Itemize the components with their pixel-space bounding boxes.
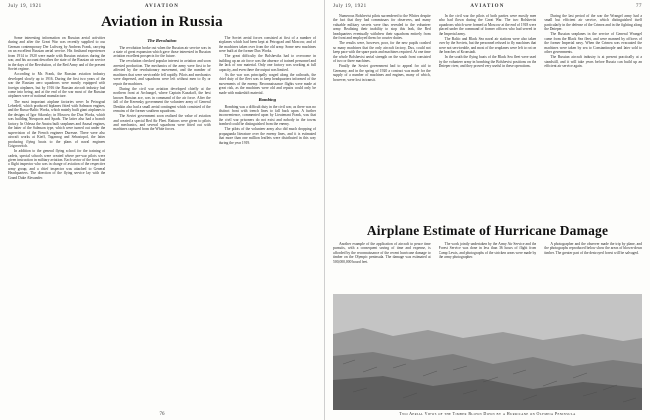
paragraph: The pilots of the volunteer army also did much dropping of propaganda literature over the enemy lines, and it is estimated that more than one million leaflets were distributed in this way during the year 1919. [218,127,316,145]
left-date: July 19, 1921 [8,4,42,9]
right-date: July 19, 1921 [333,4,367,9]
right-running-title: AVIATION [470,4,505,9]
paragraph: A photographer and the observer made the trip by plane, and the photographs reproduced below show the areas of blown-down timber. The greater part of the destroyed forest will be salvaged. [544,242,643,255]
article-headline-hurricane: Airplane Estimate of Hurricane Damage [366,223,609,238]
paragraph: Some interesting information on Russian aerial activities during and after the Great War was recently supplied to our German contemporary Der Luftweg by Andreas Frank, carrying on an excellent Russian aerial service. His firsthand experiences from 1914 to 1920 were made with Russian aviators during the war, and his account describes the state of the Russian air service in the days of the Revolution, of the Red Army and of the present Soviet regime. [8,36,106,72]
paragraph: According to Mr. Frank, the Russian aviation industry developed slowly up to 1916. During the first two years of the war the Russian aero squadrons were mostly equipped with foreign airplanes, but by 1916 the Russian aircraft industry had come into being, and at the end of the war most of the Russian airplanes were of national manufacture. [8,72,106,99]
right-columns-bottom [333,242,642,290]
section-heading-revolution: The Revolution [147,38,177,43]
hurricane-column-1 [333,242,431,290]
left-column-3 [219,36,316,406]
photo-caption: Two Aerial Views of the Timber Blown Down by a Hurricane on Olympia Peninsula [399,411,576,416]
paragraph: In the south the flying boats of the Black Sea fleet were used by the volunteer army in bombing the Bolshevist positions on the Dnieper river, and they proved very useful in these operations. [438,55,537,69]
paragraph: Another example of the application of aircraft to peace time pursuits, with a consequent saving of time and expense, is afforded by the reconnaissance of the recent hurricane damage to timber on the Olympic peninsula. The damage was estimated at 500,000,000 board feet. [333,242,431,264]
aerial-photograph [333,294,642,410]
paragraph: The Baltic and Black Sea naval air stations were also taken over by the Soviets, but the personnel refused to fly machines that were not serviceable, and most of the seaplanes were left to rot on the beaches of Kronstadt. [438,36,537,55]
paragraph: During the civil war aviation developed chiefly at the northern front at Archangel, where Captain Kazakoff, the best known Russian ace, was in command of the air force. After the fall of the Kerensky government the volunteer army of General Denikin also had a small aerial contingent which consisted of the remains of the former southern squadrons. [113,86,211,114]
paragraph: The Soviet government soon realized the value of aviation and created a special Red Air Fleet. Rations were given to pilots and mechanics, and several squadrons were fitted out with machines captured from the White forces. [113,114,211,132]
paragraph: Bombing was a difficult duty in the civil war, as there was no distinct front with trench lines to fall back upon. A further inconvenience, commented upon by Lieutenant Frank, was that the civil war prisoners do not exist and nobody in the towns bombed could be distinguished from the enemy. [218,104,316,127]
left-page-number: 76 [159,412,165,417]
paragraph: The revolution broke out when the Russian air service was in a state of great expansion which gave those interested in Russian aviation excellent prospects for the future. [113,45,211,59]
paragraph: The results were, however, poor, for the new pupils crashed so many machines that the only aircraft factory, Dux, could not keep pace with the spare parts and machines required. At one time the whole Bolshevist aerial strength on the south front consisted of two or three machines. [333,41,431,64]
hurricane-column-2 [439,242,537,290]
article-headline-russia: Aviation in Russia [101,14,223,30]
right-running-head [333,4,642,14]
right-columns-top [333,14,642,218]
left-running-title: AVIATION [144,4,180,9]
paragraph: The Russian seaplanes in the service of General Wrangel came from the Black Sea fleet, and were manned by officers of the former Imperial navy. When the Crimea was evacuated the machines were taken by sea to Constantinople and later sold to other governments. [544,32,643,55]
paragraph: Numerous Bolshevist pilots surrendered to the Whites despite the fact that they had commissars for observers, and many valuable military secrets were thus revealed to the volunteer army. Realizing their inability to stop this leak, the Red headquarters eventually withdrew their squadrons entirely from the front and employed them for courier duties. [333,14,431,41]
paragraph: In the civil war the pilots of both parties were mostly men who had flown during the Great War. The two Bolshevist squadrons which were formed at Moscow at the end of 1918 were placed under the command of former officers who had served in the Imperial army. [438,14,537,36]
right-column-1 [333,14,431,218]
paragraph: The great difficulty the Bolsheviks had to overcome in building up an air force was the absence of trained personnel and the lack of raw material. Only one factory was working at full capacity, and even there the output was limited. [218,54,316,72]
paragraph: The Russian aircraft industry is at present practically at a standstill, and it will take years before Russia can build up an efficient air service again. [544,55,643,69]
aerial-view-image [333,294,642,410]
paragraph: The Soviet aerial forces consisted at first of a number of airplanes which had been kept at Petrograd and Moscow, and of the machines taken over from the old army. Some new machines were built at the former Dux Works. [218,36,316,54]
left-column-2 [113,36,210,406]
left-column-1 [8,36,105,406]
right-page-number: 77 [636,4,642,9]
left-running-head [8,4,316,14]
paragraph: During the last period of the war the Wrangel army had a small but efficient air service, which distinguished itself particularly in the defense of the Crimea and in the fighting along the Dnieper. [544,14,643,32]
hurricane-column-3 [544,242,642,290]
paragraph: The most important airplane factories were: In Petrograd Lebedeff, which produced biplanes fitted with Salmson engines, and the Russo-Baltic Works, which mainly built giant airplanes to the designs of Igor Sikorsky; in Moscow the Dux Works, which was building Nieuports and Spads. The latter also had a branch factory. In Odessa the Anatra built seaplanes and Anasal engines, the latter of the Salmson type, which were turned out under the supervision of the French engineer Duresne. There were also aircraft works at Kieff, Taganrog and Sebastopol, the latter producing flying boats to the plans of naval engineer Grigorovitch. [8,99,106,149]
right-column-3 [544,14,642,218]
paragraph: In addition to the general flying school for the training of cadets, special schools were created where pre-war pilots were given instruction in military aviation. Each sector of the front had a flight inspector who was in charge of aviation of the respective army group, and a chief inspector was attached to General Headquarters. The direction of the flying service lay with the Grand Duke Alexander. [8,149,106,180]
paragraph: The work jointly undertaken by the Army Air Service and the Forest Service was done in less than 36 hours of flight from Camp Lewis, and photographs of the stricken areas were made by the army photographer. [438,242,537,260]
left-columns [8,36,316,406]
section-heading-bombing: Bombing [258,97,276,103]
paragraph: As the war was principally waged along the railroads, the chief duty of the fleet was to keep headquarters informed of the movements of the enemy. Reconnaissance flights were made at great risk, as the machines were old and repairs could only be made with makeshift material. [218,72,316,95]
right-column-2 [439,14,537,218]
paragraph: The revolution checked popular interest in aviation and soon arrested production. The mechanics of the army were first to be affected by the revolutionary movement, and the number of machines that were serviceable fell rapidly. Pilots and mechanics were dispersed, and squadrons were left without men to fly or repair the machines. [113,59,211,86]
right-page [325,0,650,420]
paragraph: Finally the Soviet government had to appeal for aid to Germany, and in the spring of 1920 a contract was made for the supply of a number of machines and engines, many of which, however, were lost in transit. [333,64,431,82]
